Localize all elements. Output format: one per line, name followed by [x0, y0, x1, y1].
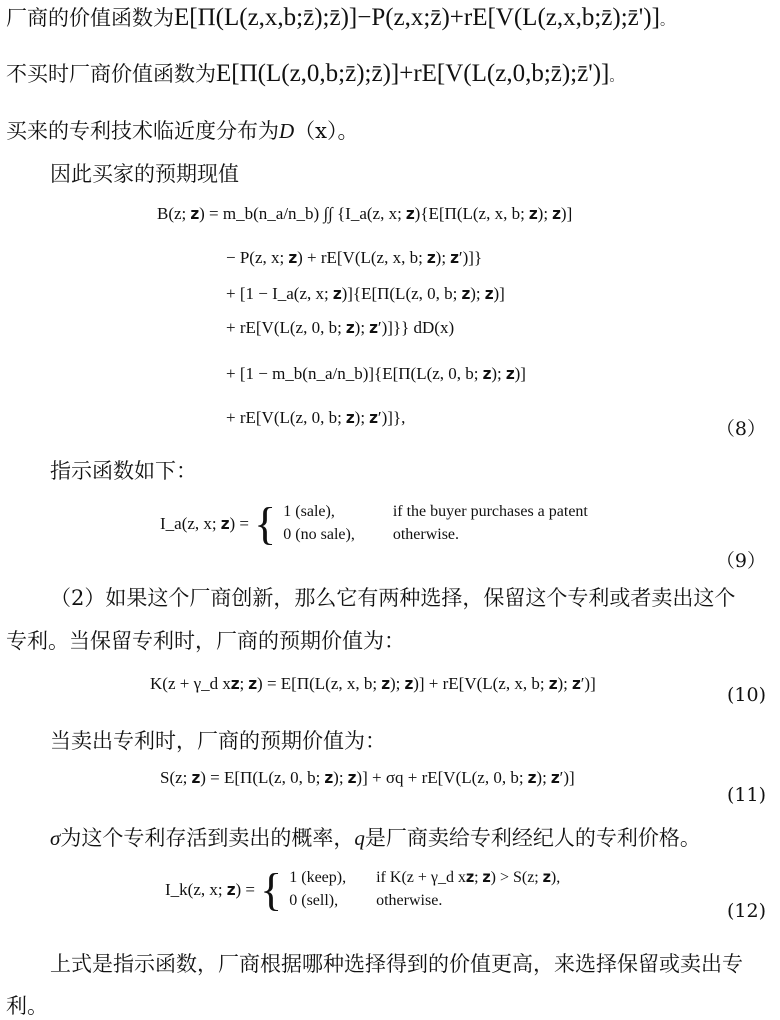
para2-line-1: （2）如果这个厂商创新，那么它有两种选择，保留这个专利或者卖出这个: [50, 586, 736, 610]
intro-line-1: [6, 2, 674, 32]
eq8-row-5: + [1 − m_b(n_a/n_b)]{E[Π(L(z, 0, b; 𝐳); 𝐳)]: [226, 364, 526, 383]
intro-line-1-label: 厂商的价值函数为: [6, 6, 174, 30]
eq12-case1-cond: if K(z + γ_d x𝐳; 𝐳) > S(z; 𝐳),: [376, 869, 561, 886]
intro-line-2-end: 。: [609, 69, 624, 85]
q-symbol: q: [354, 826, 365, 850]
eq8-row-1: B(z; 𝐳) = m_b(n_a/n_b) ∫∫ {I_a(z, x; 𝐳){E[Π(L(z, x, b; 𝐳); 𝐳)]: [157, 204, 573, 223]
no-buy-value-formula: E[Π(L(z,0,b;z̄);z̄)]+rE[V(L(z,0,b;z̄);z̄')]: [216, 60, 610, 87]
eq8-row-4: + rE[V(L(z, 0, b; 𝐳); 𝐳′)]}} dD(x): [226, 318, 455, 337]
para2-line-2: 专利。当保留专利时，厂商的预期价值为：: [6, 629, 405, 653]
equation-9: [160, 497, 596, 549]
sigma-symbol: σ: [50, 826, 61, 850]
eq12-case2-cond: otherwise.: [376, 891, 443, 909]
intro-line-2-label: 不买时厂商价值函数为: [6, 62, 216, 86]
intro-line-3-text: 买来的专利技术临近度分布为: [6, 119, 279, 143]
intro-line-3-paren: （x）: [294, 119, 338, 143]
eq9-cases: [281, 500, 596, 548]
eq12-number: (12): [726, 900, 766, 922]
indicator-intro: 指示函数如下：: [50, 459, 197, 483]
eq12-brace: {: [260, 863, 283, 915]
firm-value-formula: E[Π(L(z,x,b;z̄);z̄)]−P(z,x;z̄)+rE[V(L(z,x,b;z̄);z̄')]: [174, 4, 660, 31]
final-para-line-1: 上式是指示函数，厂商根据哪种选择得到的价值更高，来选择保留或卖出专: [50, 952, 743, 976]
eq9-case1-value: 1 (sale),: [283, 503, 335, 520]
eq9-case2-value: 0 (no sale),: [283, 525, 355, 543]
eq10-number: (10): [726, 684, 766, 706]
equation-12: [165, 863, 568, 915]
intro-line-2: [6, 58, 623, 88]
eq9-case1-cond: if the buyer purchases a patent: [392, 503, 588, 520]
equation-11: S(z; 𝐳) = E[Π(L(z, 0, b; 𝐳); 𝐳)] + σq + rE[V(L(z, 0, b; 𝐳); 𝐳′)]: [160, 768, 575, 787]
eq8-row-2: − P(z, x; 𝐳) + rE[V(L(z, x, b; 𝐳); 𝐳′)]}: [226, 248, 483, 267]
eq12-cases: [287, 866, 568, 914]
eq8-row-3: + [1 − I_a(z, x; 𝐳)]{E[Π(L(z, 0, b; 𝐳); 𝐳)]: [226, 284, 505, 303]
eq9-case2-cond: otherwise.: [392, 525, 460, 543]
eq12-case2-value: 0 (sell),: [289, 891, 339, 909]
sell-intro: 当卖出专利时，厂商的预期价值为：: [50, 729, 386, 753]
eq9-number: （9）: [715, 550, 766, 572]
eq8-row-6: + rE[V(L(z, 0, b; 𝐳); 𝐳′)]},: [226, 408, 406, 427]
eq12-lhs: I_k(z, x; 𝐳) =: [165, 879, 255, 899]
distribution-symbol: D: [279, 119, 295, 143]
eq9-brace: {: [254, 497, 277, 549]
eq8-number: （8）: [715, 418, 766, 440]
eq9-lhs: I_a(z, x; 𝐳) =: [160, 513, 250, 533]
final-para-line-2: 利。: [6, 994, 48, 1018]
intro-line-4: 因此买家的预期现值: [50, 162, 239, 186]
sigma-line: [50, 822, 701, 852]
intro-line-3: [6, 115, 359, 145]
sigma-line-part-1: 为这个专利存活到卖出的概率，: [60, 826, 355, 850]
equation-10: K(z + γ_d x𝐳; 𝐳) = E[Π(L(z, x, b; 𝐳); 𝐳)] + rE[V(L(z, x, b; 𝐳); 𝐳′)]: [150, 674, 596, 693]
sigma-line-part-2: 是厂商卖给专利经纪人的专利价格。: [364, 826, 701, 850]
intro-line-1-end: 。: [659, 13, 674, 29]
eq11-number: (11): [726, 784, 766, 806]
intro-line-3-end: 。: [337, 119, 359, 143]
eq12-case1-value: 1 (keep),: [289, 869, 347, 886]
